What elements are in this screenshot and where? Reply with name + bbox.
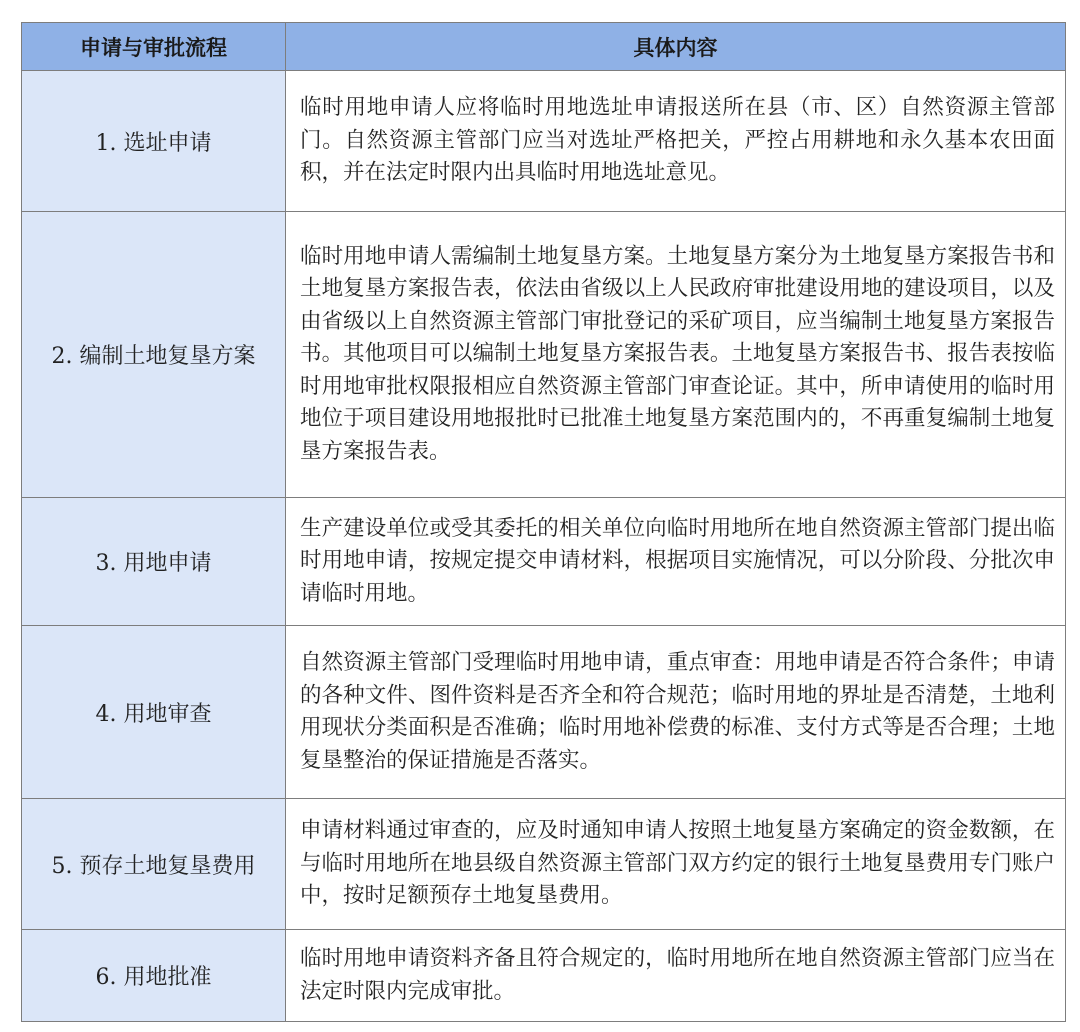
step-cell: 5. 预存土地复垦费用 — [22, 799, 286, 930]
table-row — [22, 799, 1066, 930]
step-cell: 2. 编制土地复垦方案 — [22, 212, 286, 498]
content-cell: 自然资源主管部门受理临时用地申请，重点审查：用地申请是否符合条件；申请的各种文件、图件资料是否齐全和符合规范；临时用地的界址是否清楚，土地利用现状分类面积是否准确；临时用地补偿费的标准、支付方式等是否合理；土地复垦整治的保证措施是否落实。 — [286, 626, 1066, 799]
step-cell: 6. 用地批准 — [22, 930, 286, 1022]
table-row — [22, 212, 1066, 498]
table-header-row — [22, 23, 1066, 71]
procedure-table — [21, 22, 1066, 1022]
table-row — [22, 626, 1066, 799]
table-row — [22, 71, 1066, 212]
step-cell: 1. 选址申请 — [22, 71, 286, 212]
procedure-table-container — [21, 22, 1065, 1022]
content-cell: 临时用地申请资料齐备且符合规定的，临时用地所在地自然资源主管部门应当在法定时限内完成审批。 — [286, 930, 1066, 1022]
header-content: 具体内容 — [286, 23, 1066, 71]
content-cell: 申请材料通过审查的，应及时通知申请人按照土地复垦方案确定的资金数额，在与临时用地所在地县级自然资源主管部门双方约定的银行土地复垦费用专门账户中，按时足额预存土地复垦费用。 — [286, 799, 1066, 930]
step-cell: 3. 用地申请 — [22, 498, 286, 626]
step-cell: 4. 用地审查 — [22, 626, 286, 799]
table-row — [22, 498, 1066, 626]
content-cell: 临时用地申请人需编制土地复垦方案。土地复垦方案分为土地复垦方案报告书和土地复垦方案报告表，依法由省级以上人民政府审批建设用地的建设项目，以及由省级以上自然资源主管部门审批登记的采矿项目，应当编制土地复垦方案报告书。其他项目可以编制土地复垦方案报告表。土地复垦方案报告书、报告表按临时用地审批权限报相应自然资源主管部门审查论证。其中，所申请使用的临时用地位于项目建设用地报批时已批准土地复垦方案范围内的，不再重复编制土地复垦方案报告表。 — [286, 212, 1066, 498]
table-row — [22, 930, 1066, 1022]
content-cell: 临时用地申请人应将临时用地选址申请报送所在县（市、区）自然资源主管部门。自然资源主管部门应当对选址严格把关，严控占用耕地和永久基本农田面积，并在法定时限内出具临时用地选址意见。 — [286, 71, 1066, 212]
content-cell: 生产建设单位或受其委托的相关单位向临时用地所在地自然资源主管部门提出临时用地申请，按规定提交申请材料，根据项目实施情况，可以分阶段、分批次申请临时用地。 — [286, 498, 1066, 626]
header-step: 申请与审批流程 — [22, 23, 286, 71]
